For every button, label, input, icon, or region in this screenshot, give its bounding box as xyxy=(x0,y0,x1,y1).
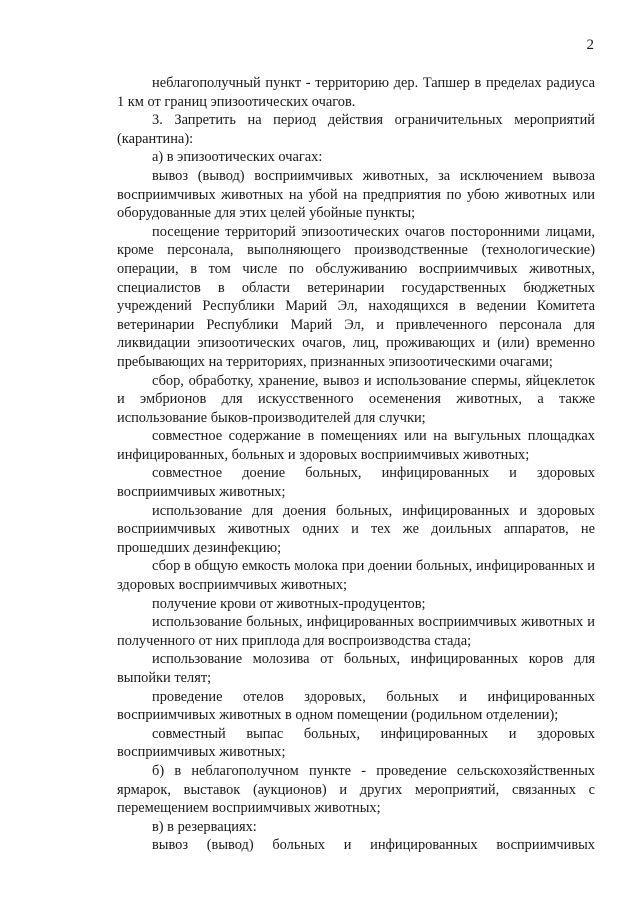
document-body xyxy=(117,74,595,855)
paragraph-joint-keeping: совместное содержание в помещениях или на выгульных площадках инфицированных, больных и здоровых восприимчивых животных; xyxy=(117,428,595,463)
paragraph-territory: неблагополучный пункт - территорию дер. Тапшер в пределах радиуса 1 км от границ эпизоотических очагов. xyxy=(117,75,595,110)
paragraph-milking-devices: использование для доения больных, инфицированных и здоровых восприимчивых животных одних и тех же доильных аппаратов, не прошедших дезинфекцию; xyxy=(117,502,595,556)
page-number: 2 xyxy=(586,37,594,53)
paragraph-export-sick: вывоз (вывод) больных и инфицированных восприимчивых xyxy=(152,837,595,854)
paragraph-colostrum: использование молозива от больных, инфицированных коров для выпойки телят; xyxy=(117,651,595,686)
paragraph-subsection-v: в) в резервациях: xyxy=(152,818,257,835)
paragraph-export-animals: вывоз (вывод) восприимчивых животных, за исключением вывоза восприимчивых животных на убой на предприятия по убою животных или оборудованные для этих целей убойные пункты; xyxy=(117,167,595,222)
paragraph-sperm-collection: сбор, обработку, хранение, вывоз и использование спермы, яйцеклеток и эмбрионов для искусственного осеменения животных, а также использование быков-производителей для случки; xyxy=(117,372,595,426)
paragraph-joint-grazing: совместный выпас больных, инфицированных и здоровых восприимчивых животных; xyxy=(117,725,595,761)
paragraph-joint-milking: совместное доение больных, инфицированных и здоровых восприимчивых животных; xyxy=(117,465,595,501)
paragraph-subsection-b: б) в неблагополучном пункте - проведение сельскохозяйственных ярмарок, выставок (аукционов) и других мероприятий, связанных с перемещением восприимчивых животных; xyxy=(117,762,595,817)
paragraph-milk-collection: сбор в общую емкость молока при доении больных, инфицированных и здоровых восприимчивых животных; xyxy=(117,558,595,594)
paragraph-calving: проведение отелов здоровых, больных и инфицированных восприимчивых животных в одном помещении (родильном отделении); xyxy=(117,688,595,724)
paragraph-subsection-a: а) в эпизоотических очагах: xyxy=(152,149,323,166)
paragraph-reproduction: использование больных, инфицированных восприимчивых животных и полученного от них приплода для воспроизводства стада; xyxy=(117,614,595,649)
paragraph-visiting-territories: посещение территорий эпизоотических очагов посторонними лицами, кроме персонала, выполняющего производственные (технологические) операции, в том числе по обслуживанию восприимчивых животных, специалистов в области ветеринарии государственных бюджетных учреждений Республики Марий Эл, находящихся в ведении Комитета ветеринарии Республики Марий Эл, и привлеченного персонала для ликвидации эпизоотических очагов, лиц, проживающих и (или) временно пребывающих на территориях, признанных эпизоотическими очагами; xyxy=(117,223,595,370)
paragraph-prohibit-heading: 3. Запретить на период действия ограничительных мероприятий (карантина): xyxy=(117,112,595,147)
paragraph-blood-collection: получение крови от животных-продуцентов; xyxy=(152,595,426,612)
